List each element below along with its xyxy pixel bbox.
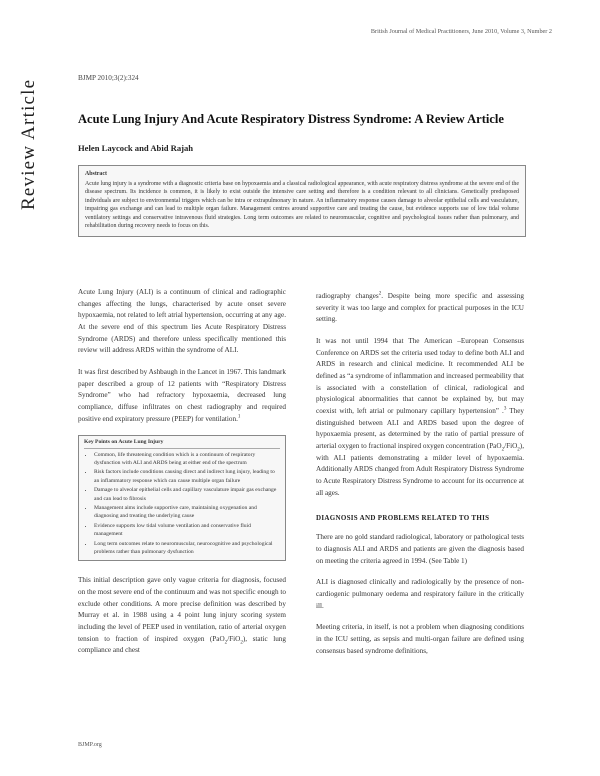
right-column — [316, 291, 524, 667]
paragraph-text: . Despite being more specific and assessing severity it was too large and complex for practical purposes in the ICU setting. — [316, 292, 524, 324]
list-item: • Risk factors include conditions causing direct and indirect lung injury, leading to an inflammatory response which can cause multiple organ failure — [94, 468, 280, 485]
subscript: 2 — [501, 447, 505, 453]
paragraph-text: radiography changes — [316, 292, 379, 300]
paragraph — [78, 575, 286, 657]
paragraph-text: ), with ALI patients demonstrating a milder level of hypoxaemia. Additionally ARDS changed from Adult Respiratory Distress Syndrome to Acute Respiratory Distress Syndrome to account for its occurrence at all ages. — [316, 441, 524, 497]
left-column — [78, 287, 286, 667]
paragraph-text: They distinguished between ALI and ARDS based upon the degree of hypoxaemia present, as determined by the ratio of partial pressure of arterial oxygen to fractional inspired oxygen concentration (PaO — [316, 406, 524, 450]
key-points-box — [78, 435, 286, 561]
paragraph-text: This initial description gave only vague criteria for diagnosis, focused on the most severe end of the continuum and was not specific enough to exclude other conditions. A more precise definition was described by Murray et al. in 1988 using a 4 point lung injury scoring system including the level of PEEP used in ventilation, ratio of arterial oxygen tension to fraction of inspired oxygen (PaO — [78, 576, 286, 643]
paragraph-text: /FiO — [227, 634, 241, 643]
key-points-list — [84, 451, 280, 557]
article-title: Acute Lung Injury And Acute Respiratory Distress Syndrome: A Review Article — [78, 112, 504, 126]
journal-header: British Journal of Medical Practitioners, June 2010, Volume 3, Number 2 — [370, 28, 552, 35]
paragraph-text: ), static lung compliance and chest — [78, 634, 286, 655]
article-type-label: Review Article — [18, 78, 39, 210]
list-item: • Damage to alveolar epithelial cells and capillary vasculature impair gas exchange and can lead to fibrosis — [94, 486, 280, 503]
abstract-box — [78, 165, 526, 237]
key-points-title: Key Points on Acute Lung Injury — [84, 438, 280, 448]
authors: Helen Laycock and Abid Rajah — [78, 143, 194, 153]
paragraph — [316, 336, 524, 499]
abstract-label: Abstract — [85, 171, 107, 177]
reference-marker: 1 — [237, 414, 241, 420]
list-item: • Management aims include supportive care, maintaining oxygenation and diagnosing and treating the underlying cause — [94, 504, 280, 521]
citation: BJMP 2010;3(2):324 — [78, 74, 139, 82]
paragraph-text: It was not until 1994 that The American –European Consensus Conference on ARDS set the criteria used today to define both ALI and ARDS in research and clinical medicine. It recommended ALI be defined as “a syndrome of inflammation and increased permeability that is associated with a constellation of clinical, radiological and physiological abnormalities that cannot be explained by, but may coexist with, left atrial or pulmonary capillary hypertension” . — [316, 336, 524, 415]
subscript: 2 — [517, 447, 520, 453]
subscript: 2 — [240, 640, 243, 646]
list-item: • Long term outcomes relate to neuromuscular, neurocognitive and psychological problems rather than pulmonary dysfunction — [94, 540, 280, 557]
reference-marker: 2 — [378, 291, 382, 297]
list-item: • Common, life threatening condition which is a continuum of respiratory dysfunction with ALI and ARDS being at either end of the spectrum — [94, 451, 280, 468]
paragraph — [78, 367, 286, 425]
footer: BJMP.org — [78, 742, 102, 748]
paragraph-text: /FiO — [504, 441, 518, 450]
section-heading: DIAGNOSIS AND PROBLEMS RELATED TO THIS — [316, 514, 490, 523]
abstract-text: Acute lung injury is a syndrome with a diagnostic criteria base on hypoxaemia and a classical radiological appearance, with acute respiratory distress syndrome at the severe end of the disease spectrum. Its incidence is common, it is likely to exist outside the intensive care setting and therefore is a condition relevant to all clinicians. Genetically predisposed individuals are subject to environmental triggers which can be intra or extrapulmonary in nature. An inflammatory response causes damage to alveolar epithelial cells and vasculature, impairing gas exchange and can lead to multiple organ failure. Management centres around supportive care and treating the cause, but evidence supports use of low tidal volume ventilatory settings and conservative intravenous fluid strategies. Long term outcomes are related to neuromuscular, cognitive and psychological issues rather than pulmonary, and rehabilitation during recovery needs to focus on this. — [85, 180, 519, 230]
paragraph: There are no gold standard radiological, laboratory or pathological tests to diagnosis ALI and ARDS and patients are given the diagnosis based on meeting the criteria agreed in 1994. (See Table 1) — [316, 533, 524, 565]
reference-marker: 3 — [503, 406, 507, 412]
paragraph — [316, 291, 524, 326]
paragraph: Acute Lung Injury (ALI) is a continuum of clinical and radiographic changes affecting the lungs, characterised by acute onset severe hypoxaemia, not related to left atrial hypertension, occurring at any age. At the severe end of this spectrum lies Acute Respiratory Distress Syndrome (ARDS) and therefore unless specifically mentioned this review will address ARDS within the syndrome of ALI. — [78, 288, 286, 355]
paragraph-text: It was first described by Ashbaugh in the Lancet in 1967. This landmark paper described a group of 12 patients with “Respiratory Distress Syndrome” who had refractory hypoxaemia, decreased lung compliance, diffuse infiltrates on chest radiography and required positive end expiratory pressure (PEEP) for ventilation. — [78, 367, 286, 423]
subscript: 2 — [224, 640, 228, 646]
paragraph: Meeting criteria, in itself, is not a problem when diagnosing conditions in the ICU setting, as sepsis and multi-organ failure are defined using consensus based syndrome definitions, — [316, 623, 524, 655]
list-item: • Evidence supports low tidal volume ventilation and conservative fluid management — [94, 522, 280, 539]
paragraph: ALI is diagnosed clinically and radiologically by the presence of non-cardiogenic pulmonary oedema and respiratory failure in the critically ill. — [316, 578, 524, 610]
